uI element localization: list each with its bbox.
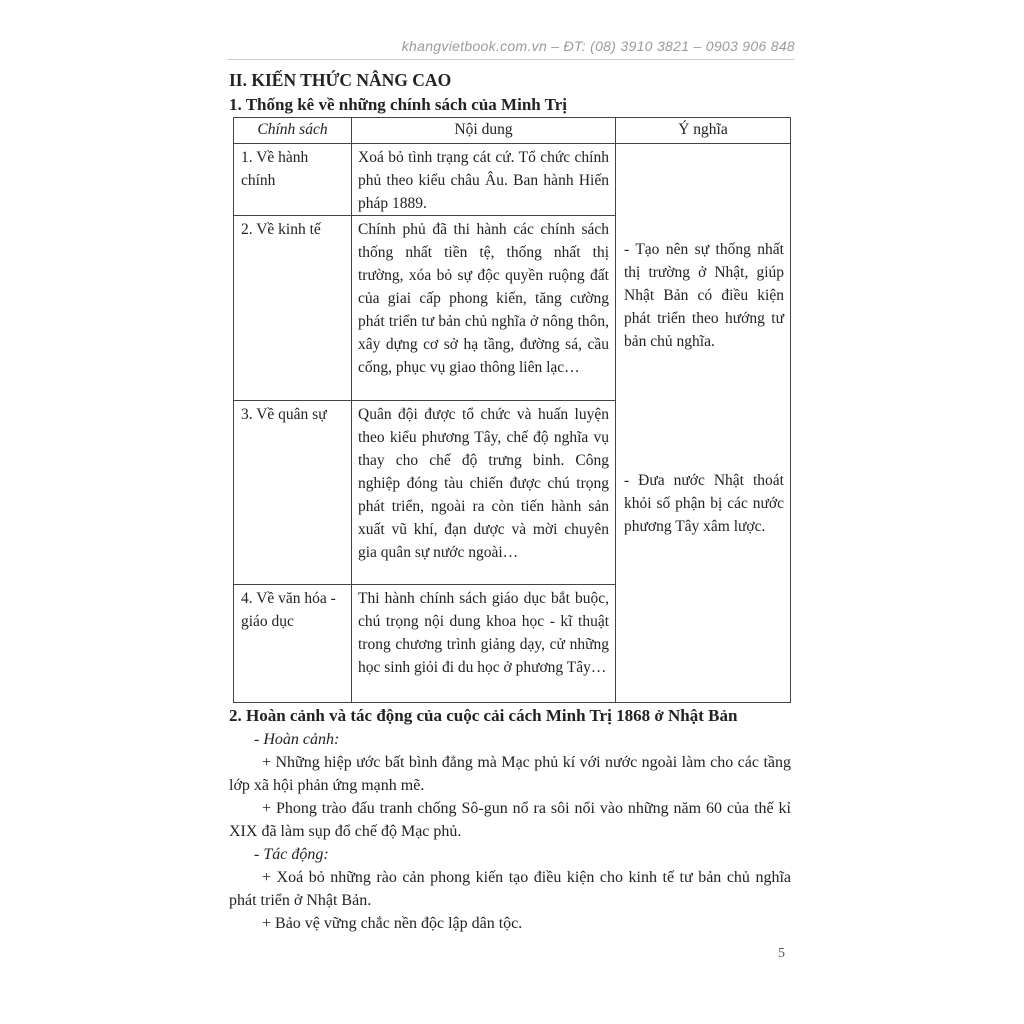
column-header-policy: Chính sách (234, 118, 352, 144)
column-header-meaning: Ý nghĩa (616, 118, 791, 144)
policy-content: Chính phủ đã thi hành các chính sách thống nhất tiền tệ, thống nhất thị trường, xóa bỏ sự độc quyền ruộng đất của giai cấp phong kiến, tăng cường phát triển tư bản chủ nghĩa ở nông thôn, xây dựng cơ sở hạ tầng, đường sá, cầu cống, phục vụ giao thông liên lạc… (352, 216, 616, 401)
policy-name: 1. Về hành chính (234, 144, 352, 216)
page-number: 5 (778, 946, 785, 961)
policy-content: Quân đội được tổ chức và huấn luyện theo kiểu phương Tây, chế độ nghĩa vụ thay cho chế độ trưng binh. Công nghiệp đóng tàu chiến được chú trọng phát triển, ngoài ra còn tiến hành sản xuất vũ khí, đạn dược và mời chuyên gia quân sự nước ngoài… (352, 401, 616, 585)
subtitle-policies: 1. Thống kê về những chính sách của Minh Trị (229, 95, 568, 114)
context-paragraph-1: + Những hiệp ước bất bình đẳng mà Mạc phủ kí với nước ngoài làm cho các tầng lớp xã hội phản ứng mạnh mẽ. (229, 754, 791, 794)
impact-paragraph-1: + Xoá bỏ những rào cản phong kiến tạo điều kiện cho kinh tế tư bản chủ nghĩa phát triển ở Nhật Bản. (229, 869, 791, 909)
column-header-content: Nội dung (352, 118, 616, 144)
policy-name: 3. Về quân sự (234, 401, 352, 585)
policy-name: 2. Về kinh tế (234, 216, 352, 401)
policy-table (233, 117, 791, 703)
meaning-text-2: - Đưa nước Nhật thoát khỏi số phận bị các nước phương Tây xâm lược. (624, 472, 784, 535)
subtitle-reform: 2. Hoàn cảnh và tác động của cuộc cải cách Minh Trị 1868 ở Nhật Bản (229, 706, 738, 725)
policy-name: 4. Về văn hóa - giáo dục (234, 585, 352, 703)
meaning-text-1: - Tạo nên sự thống nhất thị trường ở Nhật, giúp Nhật Bản có điều kiện phát triển theo hướng tư bản chủ nghĩa. (624, 241, 784, 350)
context-label: - Hoàn cảnh: (254, 731, 340, 748)
section-title: II. KIẾN THỨC NÂNG CAO (229, 70, 452, 90)
table-row (234, 144, 791, 216)
meaning-cell (616, 144, 791, 703)
impact-paragraph-2: + Bảo vệ vững chắc nền độc lập dân tộc. (262, 915, 523, 932)
table-header-row (234, 118, 791, 144)
header-divider (228, 59, 794, 60)
policy-content: Thi hành chính sách giáo dục bắt buộc, chú trọng nội dung khoa học - kĩ thuật trong chương trình giảng dạy, cử những học sinh giỏi đi du học ở phương Tây… (352, 585, 616, 703)
page-header: khangvietbook.com.vn – ĐT: (08) 3910 3821 – 0903 906 848 (401, 38, 795, 54)
context-paragraph-2: + Phong trào đấu tranh chống Sô-gun nổ ra sôi nổi vào những năm 60 của thế kỉ XIX đã làm sụp đổ chế độ Mạc phủ. (229, 800, 791, 840)
impact-label: - Tác động: (254, 846, 329, 863)
policy-content: Xoá bỏ tình trạng cát cứ. Tổ chức chính phủ theo kiểu châu Âu. Ban hành Hiến pháp 1889. (352, 144, 616, 216)
